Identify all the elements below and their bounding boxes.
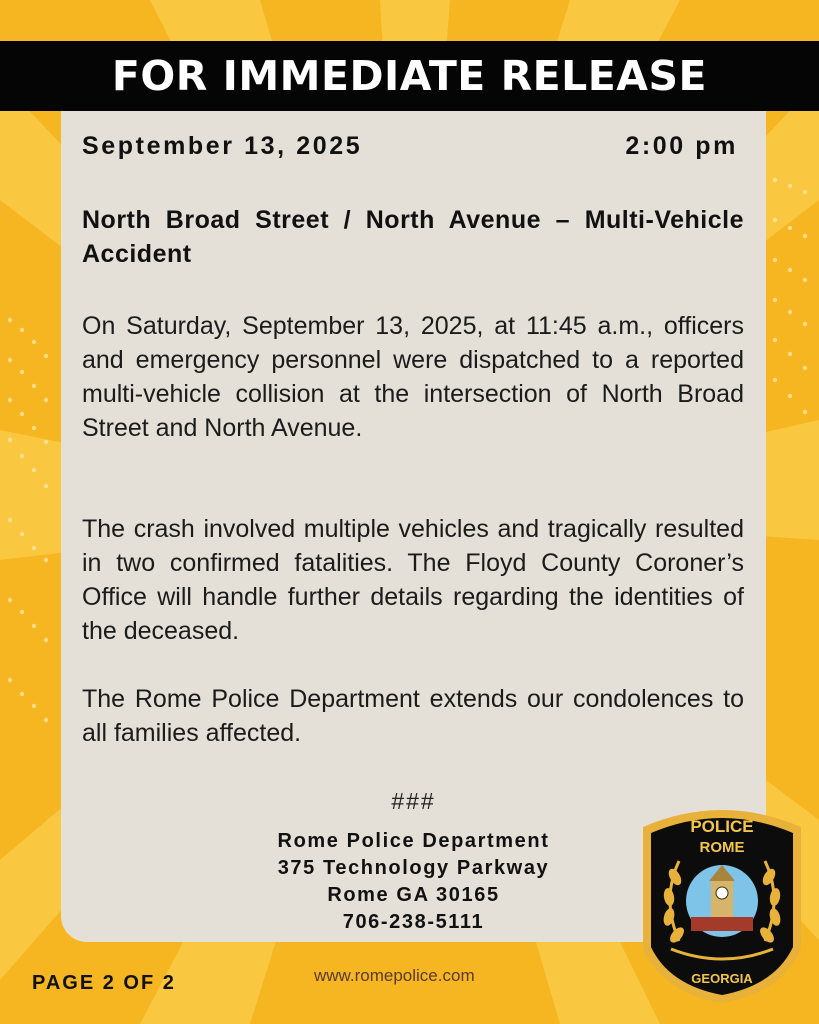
badge-state-text: GEORGIA bbox=[691, 971, 753, 986]
release-banner bbox=[0, 41, 819, 111]
dateline bbox=[82, 132, 738, 161]
badge-city-text: ROME bbox=[699, 839, 745, 856]
contact-phone: 706-238-5111 bbox=[342, 911, 485, 933]
badge-top-text: POLICE bbox=[690, 817, 754, 836]
contact-city: Rome GA 30165 bbox=[327, 884, 500, 906]
release-time: 2:00 pm bbox=[625, 132, 738, 160]
headline: North Broad Street / North Avenue – Multi-Vehicle Accident bbox=[82, 206, 744, 268]
end-marker: ### bbox=[391, 788, 436, 814]
body-paragraph: The Rome Police Department extends our condolences to all families affected. bbox=[82, 685, 744, 747]
release-date: September 13, 2025 bbox=[82, 132, 363, 160]
website-link[interactable]: www.romepolice.com bbox=[314, 966, 475, 985]
contact-name: Rome Police Department bbox=[277, 830, 550, 852]
body-paragraph: On Saturday, September 13, 2025, at 11:45 a.m., officers and emergency personnel were dispatched to a reported multi-vehicle collision at the intersection of North Broad Street and North Avenue. bbox=[82, 312, 744, 442]
page-number: PAGE 2 OF 2 bbox=[32, 972, 176, 994]
police-badge-logo bbox=[631, 799, 813, 1005]
body-paragraph: The crash involved multiple vehicles and tragically resulted in two confirmed fatalities. The Floyd County Coroner’s Office will handle further details regarding the identities of the deceased. bbox=[82, 515, 744, 645]
contact-address: 375 Technology Parkway bbox=[277, 857, 550, 879]
banner-title: FOR IMMEDIATE RELEASE bbox=[111, 52, 708, 100]
